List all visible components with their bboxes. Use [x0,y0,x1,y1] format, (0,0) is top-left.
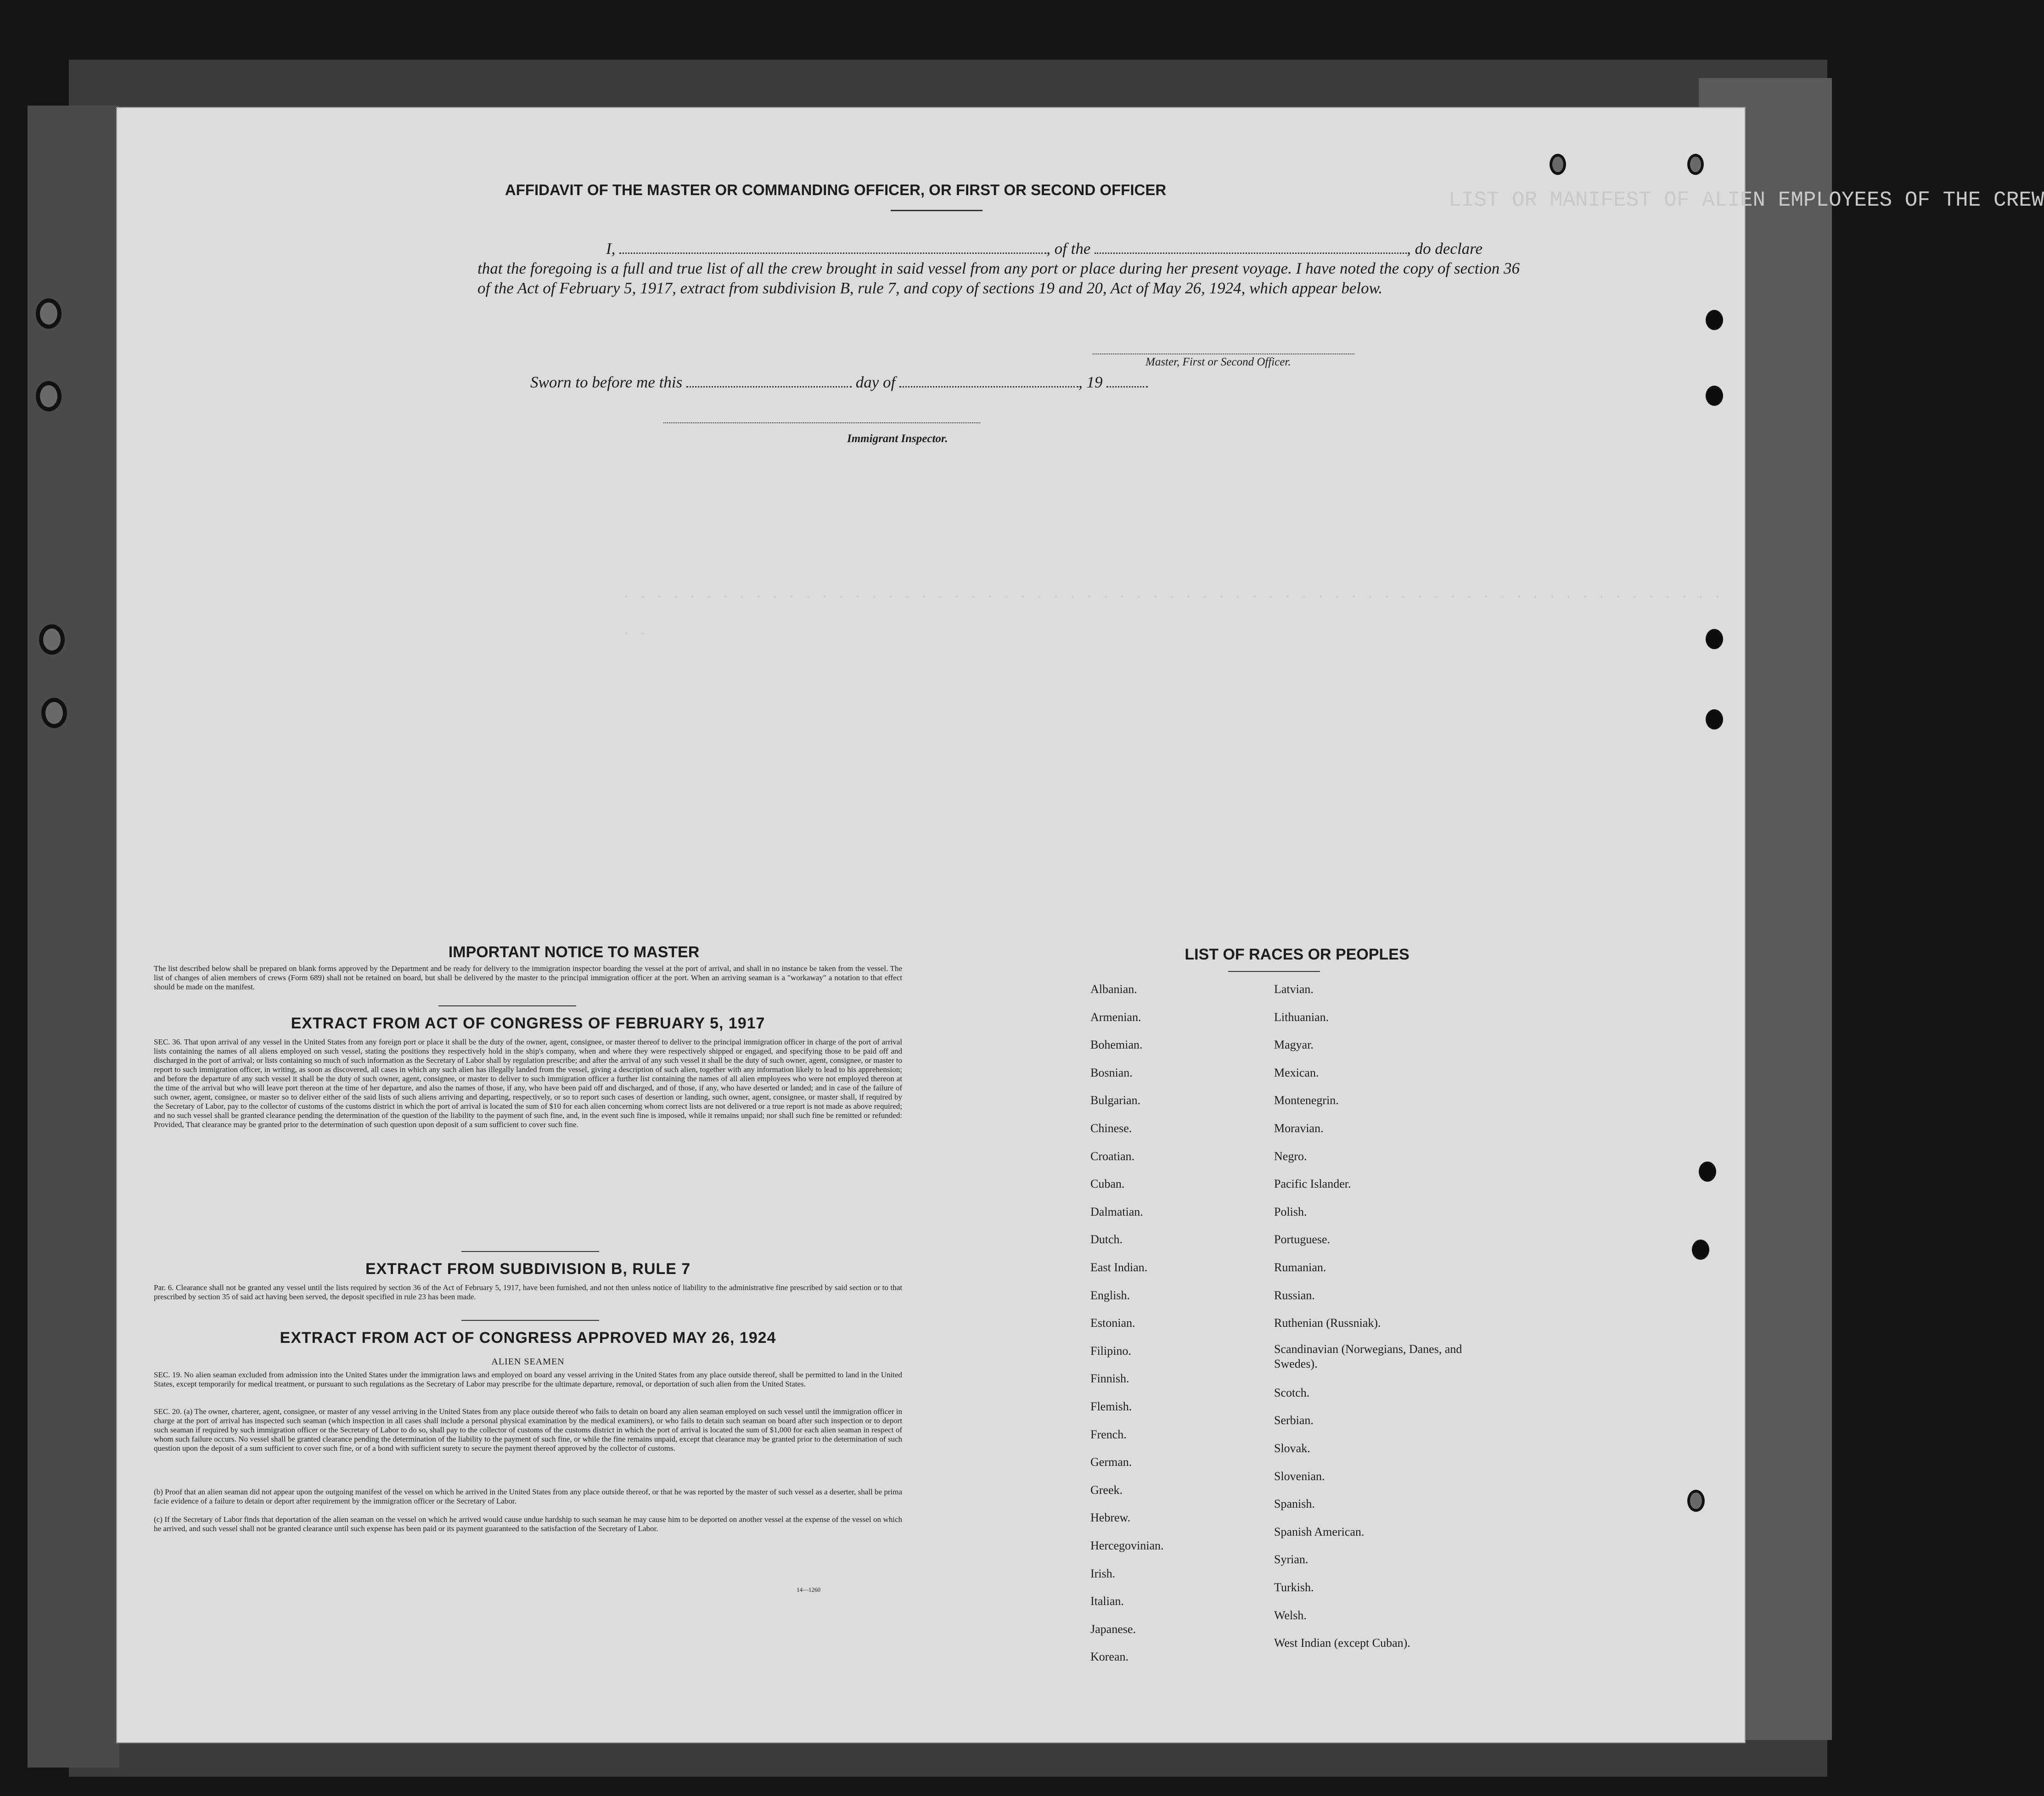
race-item: Greek. [1090,1483,1123,1497]
binder-hole [1706,629,1723,649]
day-of-label: day of [855,373,896,391]
extract-1924-subtitle: ALIEN SEAMEN [491,1357,565,1367]
extract-1924-sec20c: (c) If the Secretary of Labor finds that deportation of the alien seaman on the vessel on which he arrived would cause undue hardship to such seaman he may cause him to be deported on another vessel at the expense of the vessel on which he arrived, and such vessel shall not be granted clearance until such expense has been paid or its payment guaranteed to the satisfaction of the Secretary of Labor. [154,1515,902,1533]
race-item: Mexican. [1274,1066,1319,1079]
extract-rule7-text: Par. 6. Clearance shall not be granted any vessel until the lists required by section 36 of the Act of February 5, 1917, have been furnished, and not then unless notice of liability to the administrative fine prescribed by said section or to that prescribed by section 35 of said act having been served, the deposit specified in rule 23 has been made. [154,1283,902,1301]
race-item: Irish. [1090,1566,1116,1580]
race-item: Russian. [1274,1288,1315,1302]
race-item: Scotch. [1274,1386,1310,1399]
race-item: Serbian. [1274,1414,1314,1427]
form-number: 14—1260 [797,1586,820,1593]
race-item: Flemish. [1090,1400,1132,1413]
race-item: Portuguese. [1274,1233,1331,1246]
race-item: Dalmatian. [1090,1205,1143,1218]
race-item: Montenegrin. [1274,1094,1339,1107]
races-title: LIST OF RACES OR PEOPLES [1185,946,1409,963]
of-the-label: , of the [1046,240,1091,258]
binder-hole [1550,154,1566,175]
race-item: Spanish. [1274,1497,1315,1511]
race-item: Latvian. [1274,982,1314,996]
binder-hole [36,381,62,411]
notice-title: IMPORTANT NOTICE TO MASTER [448,943,700,961]
race-item: Dutch. [1090,1233,1123,1246]
binder-hole [1706,310,1723,330]
race-item: Syrian. [1274,1553,1308,1566]
race-item: Italian. [1090,1594,1124,1608]
race-item: Spanish American. [1274,1525,1365,1538]
declaration-body: that the foregoing is a full and true list of all the crew brought in said vessel from any port or place during her present voyage. I have noted the copy of section 36 of the Act of February 5, 1917, extract from subdivision B, rule 7, and copy of sections 19 and 20, Act of May 26, 1924, which appear below. [477,259,1520,297]
inspector-signature-line[interactable] [663,422,980,423]
extract-1917-text: SEC. 36. That upon arrival of any vessel in the United States from any foreign port or place it shall be the duty of the owner, agent, consignee, or master thereof to deliver to the principal immigration officer in charge of the port of arrival lists containing the names of all aliens employed on such vessel, stating the positions they respectively hold in the ship's company, when and where they were respectively shipped or engaged, and specifying those to be paid off and discharged in the port of arrival; or lists containing so much of such information as the Secretary of Labor shall by regulation prescribe; and after the arrival of any such vessel it shall be the duty of such owner, agent, consignee, or master to report to such immigration officer, in writing, as soon as discovered, all cases in which any such alien has illegally landed from the vessel, giving a description of such alien, together with any information likely to lead to his apprehension; and before the departure of any such vessel it shall be the duty of such owner, agent, consignee, or master to deliver to such immigration officer a further list containing the names of all alien employees who were not employed thereon at the time of the arrival but who will leave port thereon at the time of her departure, and also the names of those, if any, who have been paid off and discharged, and of those, if any, who have deserted or landed; and in case of the failure of such owner, agent, consignee, or master so to deliver either of the said lists of such aliens arriving and departing, respectively, or so to report such cases of desertion or landing, such owner, agent, consignee, or master shall, if required by the Secretary of Labor, pay to the collector of customs of the customs district in which the port of arrival is located the sum of $10 for each alien concerning whom correct lists are not delivered or a true report is not made as above required; and no such vessel shall be granted clearance pending the determination of the question of the liability to the payment of such fine, and, in the event such fine is imposed, while it remains unpaid; nor shall such fine be remitted or refunded: Provided, That clearance may be granted prior to the determination of such question upon deposit of a sum sufficient to cover such fine. [154,1038,902,1129]
race-item: English. [1090,1288,1130,1302]
year-label: , 19 [1078,373,1103,391]
sworn-date-field[interactable] [686,373,852,387]
race-item: Bulgarian. [1090,1094,1141,1107]
extract-1917-title: EXTRACT FROM ACT OF CONGRESS OF FEBRUARY 5, 1917 [291,1015,765,1032]
race-item: Rumanian. [1274,1261,1326,1274]
section-rule [438,1005,576,1006]
extract-1924-sec20b: (b) Proof that an alien seaman did not appear upon the outgoing manifest of the vessel on which he arrived in the United States from any place outside thereof, or that he was reported by the master of such vessel as a deserter, shall be prima facie evidence of a failure to detain or deport after requirement by the immigration officer or the Secretary of Labor. [154,1487,902,1505]
section-rule [461,1251,599,1252]
race-item: Turkish. [1274,1580,1314,1594]
race-item: Korean. [1090,1650,1129,1664]
binder-hole [41,698,67,728]
sworn-label: Sworn to before me this [530,373,683,391]
race-item: Ruthenian (Russniak). [1274,1316,1381,1330]
show-through-text: . . . . . . . . . . . . . . . . . . . . . . . . . . . . . . . . . . . . . . . . . . . . . . . . . . . . . . . . . . . . . . . . . . . . . [622,587,1722,639]
race-item: Bohemian. [1090,1038,1143,1052]
sworn-year-field[interactable] [1106,373,1148,387]
race-item: Hebrew. [1090,1511,1131,1525]
race-item: Armenian. [1090,1010,1141,1024]
race-item: Estonian. [1090,1316,1135,1330]
title-rule [891,210,983,211]
affidavit-title: AFFIDAVIT OF THE MASTER OR COMMANDING OFFICER, OR FIRST OR SECOND OFFICER [505,181,1167,198]
show-through-text: LIST OR MANIFEST OF ALIEN EMPLOYEES OF THE CREW [1449,188,2044,212]
binder-hole [1706,386,1723,406]
race-item: Scandinavian (Norwegians, Danes, and Swedes). [1274,1342,1462,1370]
binder-hole [1706,709,1723,730]
race-item: Moravian. [1274,1122,1324,1135]
race-item: Magyar. [1274,1038,1314,1052]
race-item: Croatian. [1090,1149,1135,1163]
sworn-month-field[interactable] [899,373,1078,387]
binder-hole [1687,1490,1705,1512]
back-sheet-left [28,106,119,1768]
race-item: Cuban. [1090,1177,1125,1191]
vessel-name-field[interactable] [1095,240,1407,254]
binder-hole [39,624,65,655]
race-item: Filipino. [1090,1344,1131,1358]
race-item: West Indian (except Cuban). [1274,1636,1410,1650]
declarant-name-field[interactable] [619,240,1046,254]
race-item: Pacific Islander. [1274,1177,1351,1191]
race-item: French. [1090,1427,1127,1441]
race-item: Japanese. [1090,1622,1136,1636]
declare-label: , do declare [1407,240,1483,258]
race-item: Hercegovinian. [1090,1539,1164,1552]
race-item: Negro. [1274,1149,1307,1163]
notice-text: The list described below shall be prepared on blank forms approved by the Department and be ready for delivery to the immigration inspector boarding the vessel at the port of arrival, and shall in no instance be taken from the vessel. The list of changes of alien members of crews (Form 689) shall not be retained on board, but shall be delivered by the master to the principal immigration officer at the port. When an arriving seaman is a "workaway" a notation to that effect should be made on the manifest. [154,964,902,991]
extract-rule7-title: EXTRACT FROM SUBDIVISION B, RULE 7 [365,1260,691,1278]
binder-hole [1687,154,1704,175]
inspector-label: Immigrant Inspector. [847,432,948,445]
extract-1924-title: EXTRACT FROM ACT OF CONGRESS APPROVED MAY 26, 1924 [280,1329,776,1347]
extract-1924-sec19: SEC. 19. No alien seaman excluded from admission into the United States under the immigration laws and employed on board any vessel arriving in the United States from any place outside thereof, shall be permitted to land in the United States, except temporarily for medical treatment, or pursuant to such regulations as the Secretary of Labor may prescribe for the ultimate departure, removal, or deportation of such alien from the United States. [154,1370,902,1388]
binder-hole [1692,1240,1709,1260]
master-signature-label: Master, First or Second Officer. [1146,356,1291,368]
binder-hole [1699,1162,1716,1182]
race-item: Welsh. [1274,1608,1307,1622]
race-item: East Indian. [1090,1261,1148,1274]
race-item: Slovak. [1274,1441,1310,1455]
race-item: Bosnian. [1090,1066,1133,1079]
race-item: Albanian. [1090,982,1137,996]
declaration [477,239,1520,298]
race-item: Lithuanian. [1274,1010,1329,1024]
race-item: Polish. [1274,1205,1307,1218]
sworn-line [530,373,1148,392]
declarant-label: I, [606,240,616,258]
race-item: Slovenian. [1274,1469,1325,1483]
races-rule [1228,971,1320,972]
race-item: German. [1090,1455,1132,1469]
binder-hole [36,298,62,329]
race-item: Chinese. [1090,1122,1132,1135]
race-item: Finnish. [1090,1372,1129,1386]
section-rule [461,1320,599,1321]
extract-1924-sec20a: SEC. 20. (a) The owner, charterer, agent, consignee, or master of any vessel arriving in the United States from any place outside thereof who fails to detain on board any alien seaman employed on such vessel until the immigration officer in charge at the port of arrival has inspected such seaman (which inspection in all cases shall include a personal physical examination by the medical examiners), or who fails to detain such seaman on board after such inspection or to deport such seaman if required by such immigration officer or the Secretary of Labor to do so, shall pay to the collector of customs of the customs district in which the port of arrival is located the sum of $1,000 for each alien seaman in respect of whom such failure occurs. No vessel shall be granted clearance pending the determination of the liability to the payment of such fine, or while the fine remains unpaid, except that clearance may be granted prior to the determination of such question upon the deposit of a sum sufficient to cover such fine, or of a bond with sufficient surety to secure the payment thereof approved by the collector of customs. [154,1407,902,1453]
form-page [117,108,2044,1742]
